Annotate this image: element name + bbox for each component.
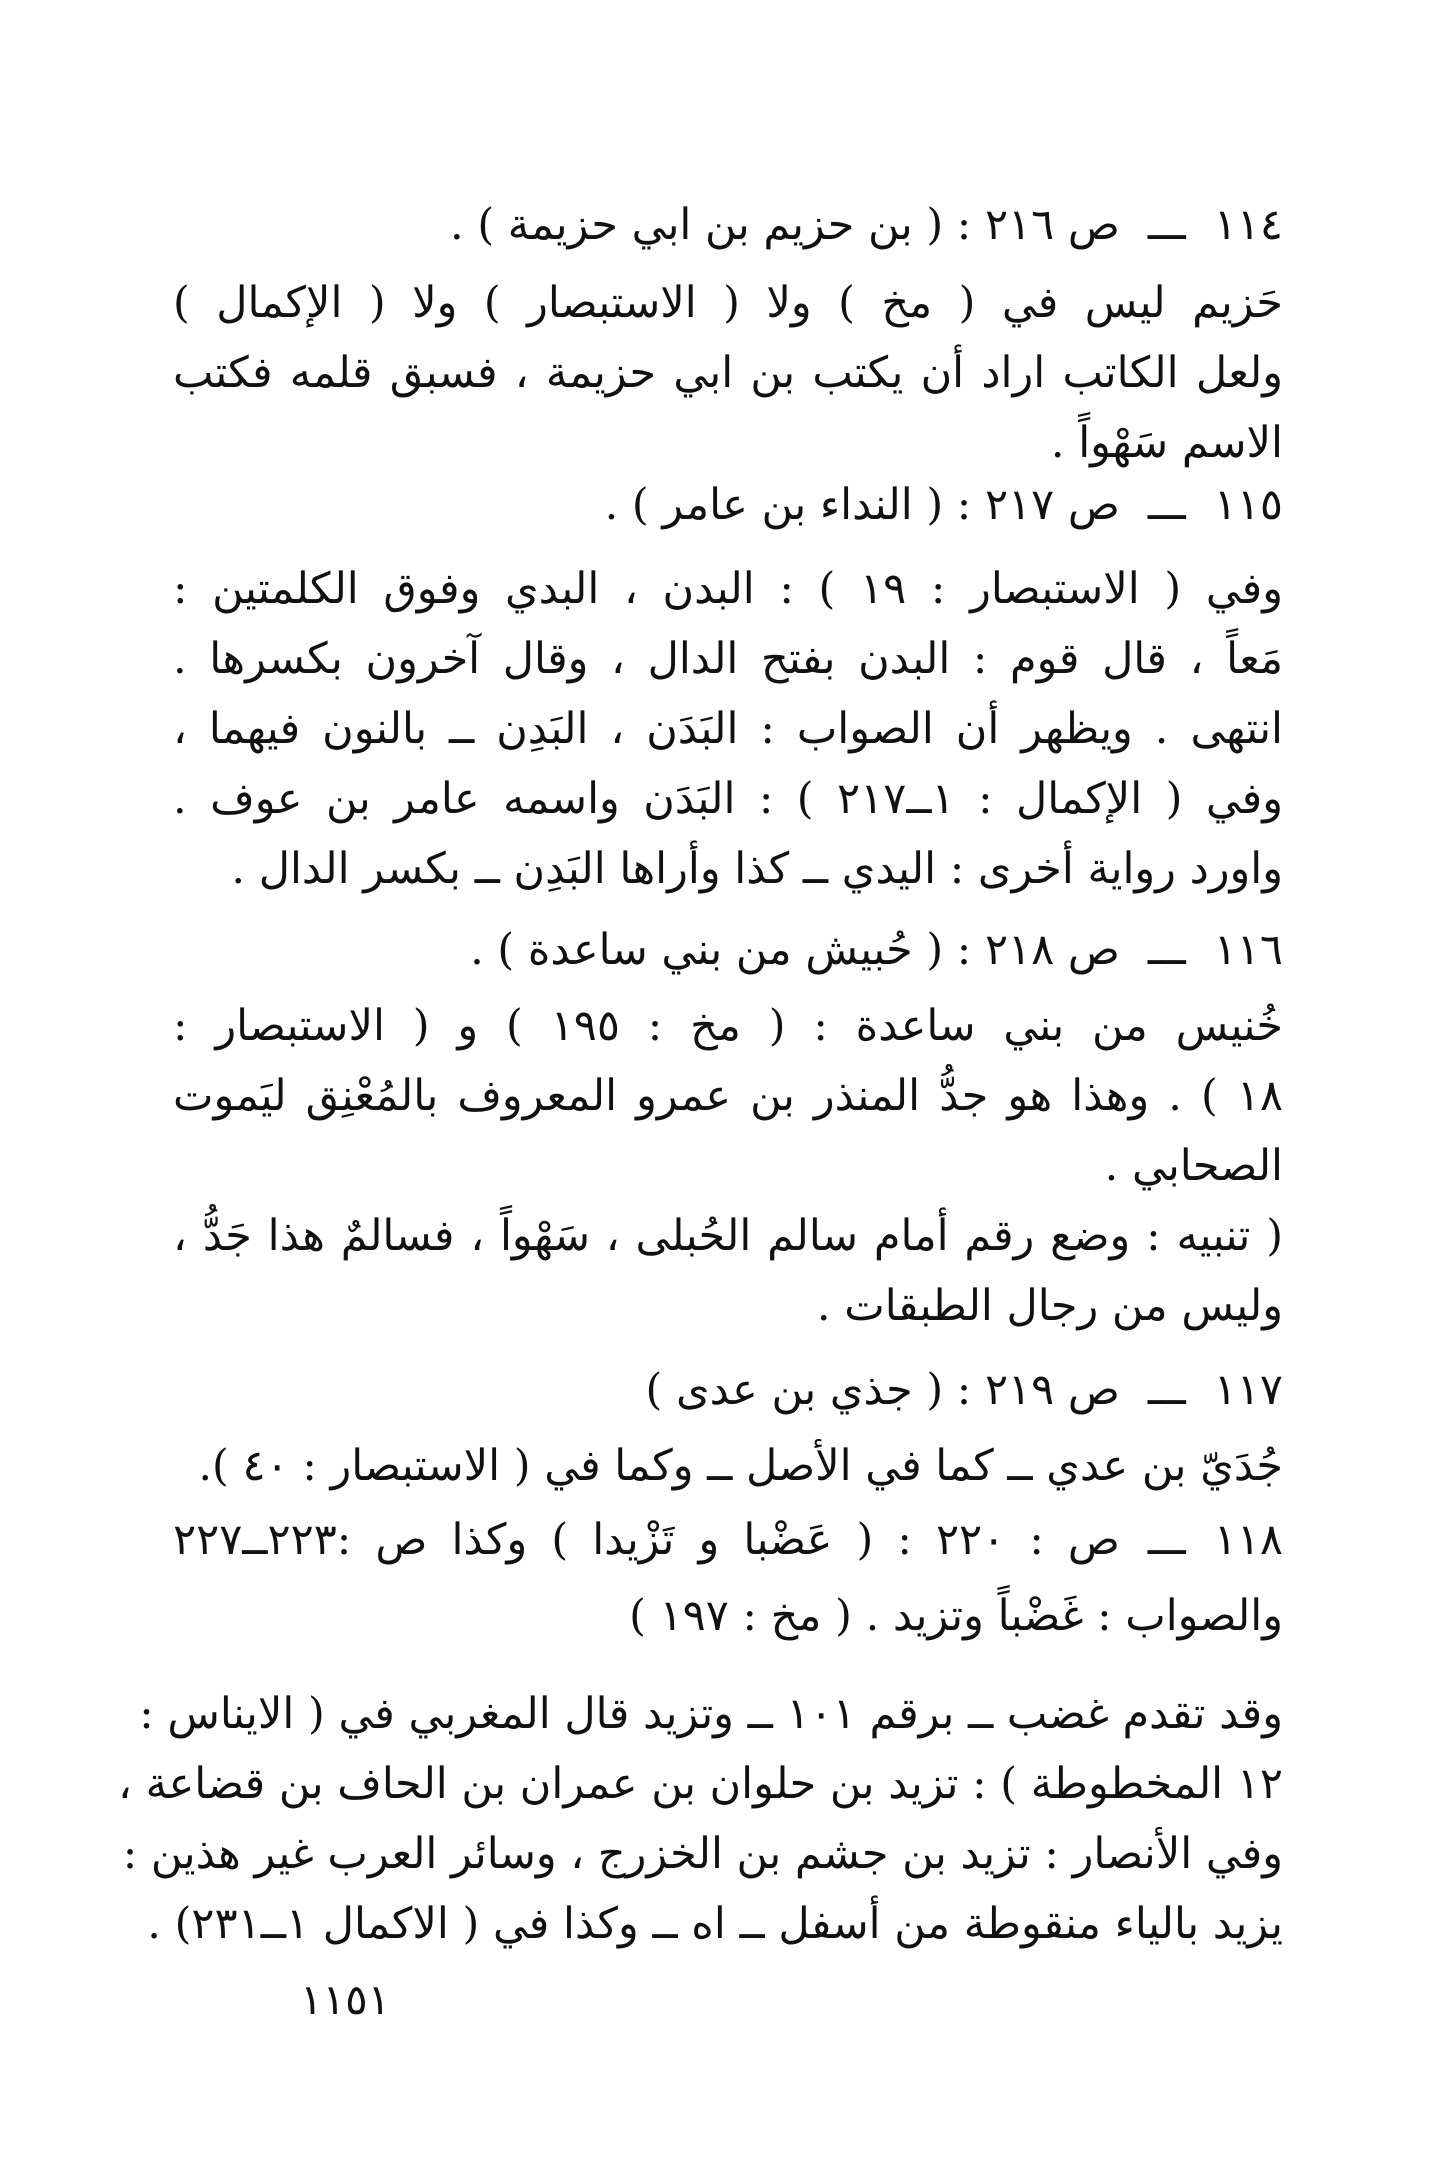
body-line: الاسم سَهْواً .: [1050, 418, 1283, 468]
entry-heading-text: ص ٢١٧ : ( النداء بن عامر ) .: [604, 480, 1120, 530]
body-line: ١٨ ) . وهذا هو جدُّ المنذر بن عمرو المعروف بالمُعْنِق ليَموت: [173, 1071, 1283, 1121]
body-line: انتهى . ويظهر أن الصواب : البَدَن ، البَدِن ــ بالنون فيهما ،: [173, 704, 1283, 754]
entry-dash: ـــ: [1147, 1365, 1186, 1415]
page-number: ١١٥١: [300, 1975, 391, 2024]
body-line: والصواب : غَضْباً وتزيد . ( مخ : ١٩٧ ): [629, 1591, 1283, 1641]
body-line: وقد تقدم غضب ــ برقم ١٠١ ــ وتزيد قال المغربي في ( الايناس :: [139, 1689, 1283, 1739]
entry-heading: [163, 470, 1283, 540]
entry-118: [118, 1505, 1284, 1959]
body-line: ( تنبيه : وضع رقم أمام سالم الحُبلى ، سَهْواً ، فسالمٌ هذا جَدُّ ،: [173, 1211, 1283, 1261]
entry-heading: [173, 1505, 1283, 1575]
entry-117: [163, 1355, 1283, 1501]
entry-114: [163, 190, 1283, 478]
body-line: جُدَيّ بن عدي ــ كما في الأصل ــ وكما في ( الاستبصار : ٤٠ ).: [198, 1441, 1283, 1491]
body-line: واورد رواية أخرى : اليدي ــ كذا وأراها البَدِن ــ بكسر الدال .: [231, 844, 1283, 894]
entry-116: [163, 915, 1283, 1341]
body-line: حَزيم ليس في ( مخ ) ولا ( الاستبصار ) ولا ( الإكمال ): [173, 278, 1283, 328]
body-line: خُنيس من بني ساعدة : ( مخ : ١٩٥ ) و ( الاستبصار :: [173, 1001, 1283, 1051]
entry-number: ١١٧: [1213, 1365, 1283, 1415]
body-line: ١٢ المخطوطة ) : تزيد بن حلوان بن عمران بن الحاف بن قضاعة ،: [118, 1759, 1283, 1809]
body-line: الصحابي .: [1104, 1141, 1283, 1191]
entry-115: [163, 470, 1283, 904]
entry-dash: ـــ: [1147, 480, 1186, 530]
body-line: وفي ( الإكمال : ١ــ٢١٧ ) : البَدَن واسمه عامر بن عوف .: [173, 774, 1283, 824]
body-line: وفي الأنصار : تزيد بن جشم بن الخزرج ، وسائر العرب غير هذين :: [122, 1829, 1283, 1879]
entry-dash: ـــ: [1147, 1515, 1186, 1565]
entry-heading-text: ص ٢١٨ : ( حُبيش من بني ساعدة ) .: [470, 925, 1120, 975]
body-line: وفي ( الاستبصار : ١٩ ) : البدن ، البدي وفوق الكلمتين :: [173, 564, 1283, 614]
entry-heading-text: ص : ٢٢٠ : ( عَضْبا و تَزْيدا ) وكذا ص :٢٢٣ــ٢٢٧: [173, 1515, 1120, 1565]
entry-heading-text: ص ٢١٦ : ( بن حزيم بن ابي حزيمة ) .: [449, 200, 1120, 250]
entry-heading-text: ص ٢١٩ : ( جذي بن عدى ): [645, 1365, 1120, 1415]
entry-dash: ـــ: [1147, 200, 1186, 250]
entry-body: [173, 554, 1283, 904]
entry-number: ١١٨: [1213, 1515, 1284, 1565]
entry-body: [173, 991, 1283, 1341]
entry-heading: [163, 190, 1283, 260]
body-line: يزيد بالياء منقوطة من أسفل ــ اه ــ وكذا في ( الاكمال ١ــ٢٣١) .: [147, 1899, 1283, 1949]
entry-number: ١١٥: [1213, 480, 1283, 530]
body-line: مَعاً ، قال قوم : البدن بفتح الدال ، وقال آخرون بكسرها .: [173, 634, 1283, 684]
entry-body: [118, 1581, 1283, 1959]
entry-heading: [163, 1355, 1283, 1425]
entry-body: [173, 268, 1283, 478]
entry-number: ١١٦: [1213, 925, 1283, 975]
body-line: وليس من رجال الطبقات .: [816, 1281, 1283, 1331]
entry-number: ١١٤: [1213, 200, 1283, 250]
body-line: ولعل الكاتب اراد أن يكتب بن ابي حزيمة ، فسبق قلمه فكتب: [173, 348, 1283, 398]
entry-body: [173, 1431, 1283, 1501]
entry-dash: ـــ: [1147, 925, 1186, 975]
entry-heading: [163, 915, 1283, 985]
